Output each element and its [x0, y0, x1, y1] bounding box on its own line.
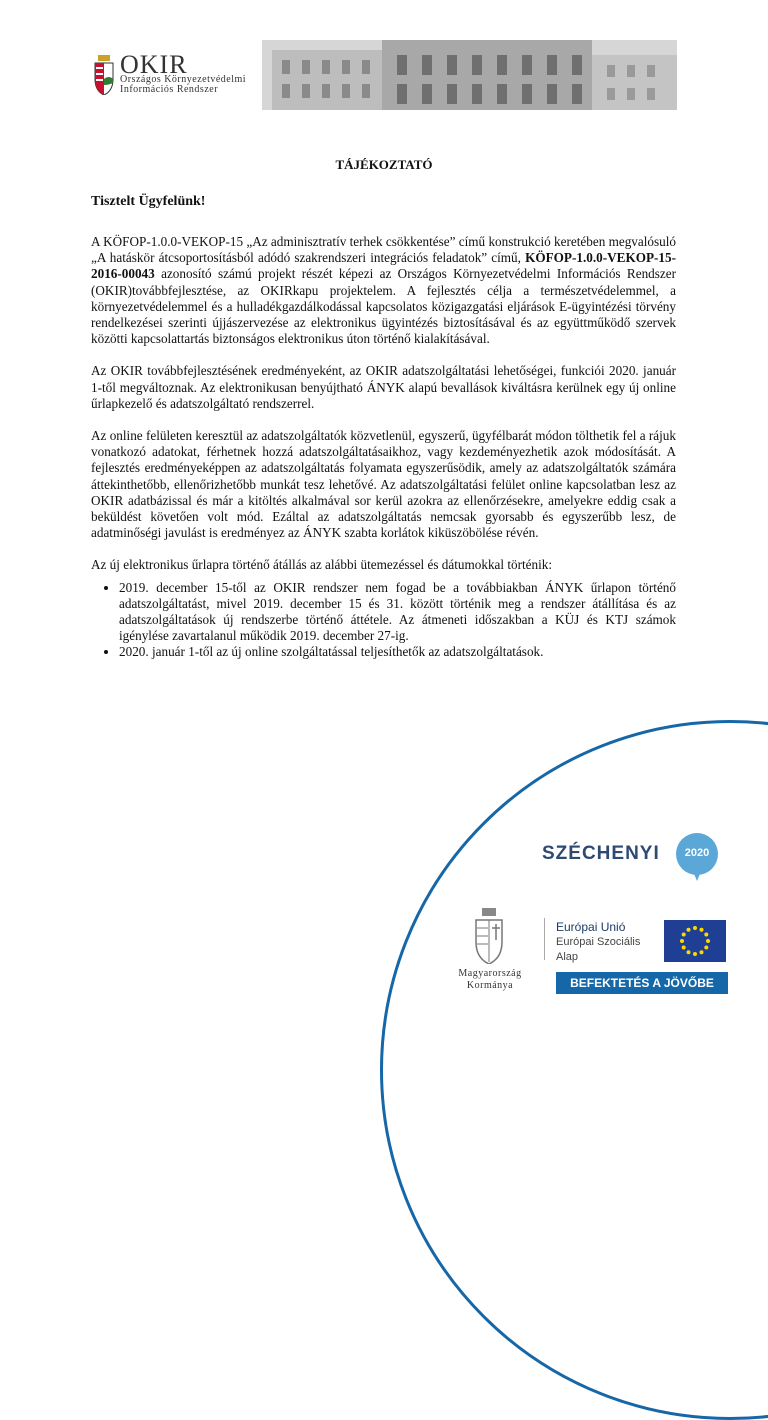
eu-fund-label: Európai Szociális [556, 936, 641, 948]
decorative-arc [380, 720, 768, 1420]
paragraph-changes: Az OKIR továbbfejlesztésének eredményeként, az OKIR adatszolgáltatási lehetőségei, funkciói 2020. január 1-től megváltoznak. Az elektronikusan benyújtható ÁNYK alapú bevallások kiváltásra kerülnek egy új online űrlapkezelő és adatszolgáltató rendszerrel. [91, 363, 676, 411]
szechenyi-logo-text: SZÉCHENYI [542, 843, 660, 864]
divider [544, 918, 545, 960]
list-item: • 2019. december 15-től az OKIR rendszer nem fogad be a továbbiakban ÁNYK űrlapon történő adatszolgáltatást, mivel 2019. december 15 és 31. között történik meg a rendszer átállítása és az adatszolgáltatások új rendszerbe történő áttétele. Az átmeneti időszakban a KÜJ és KTJ számok igénylése zavartalanul működik 2019. december 27-ig. [119, 580, 676, 645]
government-crest-icon [472, 908, 506, 964]
paragraph-text: azonosító számú projekt részét képezi az Országos Környezetvédelmi Információs Rendszer (OKIR)továbbfejlesztése, az OKIRkapu projektelem. A fejlesztés célja a természetvédelemmel, a környezetvédelemmel és a hulladékgazdálkodással kapcsolatos közigazgatási eljárások E-ügyintézési törvény rendelkezései szerinti újjászervezése az elektronikus ügyintézés biztosításával és az együttműködő szervek közötti kapcsolattartás biztonságos elektronikus úton történő kialakításával. [91, 266, 676, 347]
okir-brand: OKIR [120, 50, 188, 79]
eu-flag-icon [664, 920, 726, 962]
okir-logo [90, 40, 265, 110]
document-body [91, 234, 676, 661]
building-illustration [262, 40, 677, 110]
paragraph-schedule-intro: Az új elektronikus űrlapra történő átállás az alábbi ütemezéssel és dátumokkal történik: [91, 557, 553, 573]
szechenyi-year: 2020 [684, 847, 710, 859]
eu-label: Európai Unió [556, 920, 626, 934]
paragraph-online-surface: Az online felületen keresztül az adatszolgáltatók közvetlenül, egyszerű, ügyfélbarát módon tölthetik fel a rájuk vonatkozó adatokat, férhetnek hozzá adatszolgáltatásaikhoz, vagy kezdeményezhetik azok módosítását. A fejlesztés eredményeképpen az adatszolgáltatás folyamata egyszerűsödik, amely az adatszolgáltatók számára áttekinthetőbb, ellenőrizhetőbb munkát tesz lehetővé. Az adatszolgáltatási felület online kapcsolatban lesz az OKIR adatbázissal és már a kitöltés alkalmával sor kerül azokra az ellenőrzésekre, amelyekre eddig csak a beküldést követően volt mód. Ezáltal az adatszolgáltatás nemcsak gyorsabb és egyszerűbb lesz, de adatminőségi javulást is eredményez az ÁNYK szabta korlátok kiküszöbölése révén. [91, 428, 676, 541]
schedule-list [91, 580, 676, 661]
paragraph-project [91, 234, 676, 347]
eu-stars [664, 920, 726, 962]
okir-subtitle: Országos Környezetvédelmi [120, 74, 247, 85]
list-item: • 2020. január 1-től az új online szolgáltatással teljesíthetők az adatszolgáltatások. [119, 644, 676, 660]
parliament-banner-image [262, 40, 677, 110]
okir-subtitle: Információs Rendszer [120, 84, 219, 95]
government-name: Kormánya [466, 980, 514, 991]
project-id: KÖFOP-1.0.0-VEKOP-15-2016-00043 [91, 250, 676, 282]
greeting: Tisztelt Ügyfelünk! [91, 194, 206, 209]
slogan-banner: BEFEKTETÉS A JÖVŐBE [556, 972, 728, 994]
paragraph-text: A KÖFOP-1.0.0-VEKOP-15 „Az adminisztratív terhek csökkentése” című konstrukció keretében megvalósuló „A hatáskör átcsoportosításból adódó szakrendszeri integrációs feladatok” című, [91, 234, 676, 266]
page-header [90, 40, 677, 110]
hungarian-coat-of-arms-icon [93, 55, 115, 95]
government-name: Magyarország [458, 968, 522, 979]
page-title: TÁJÉKOZTATÓ [335, 157, 433, 172]
eu-fund-label: Alap [556, 951, 579, 963]
